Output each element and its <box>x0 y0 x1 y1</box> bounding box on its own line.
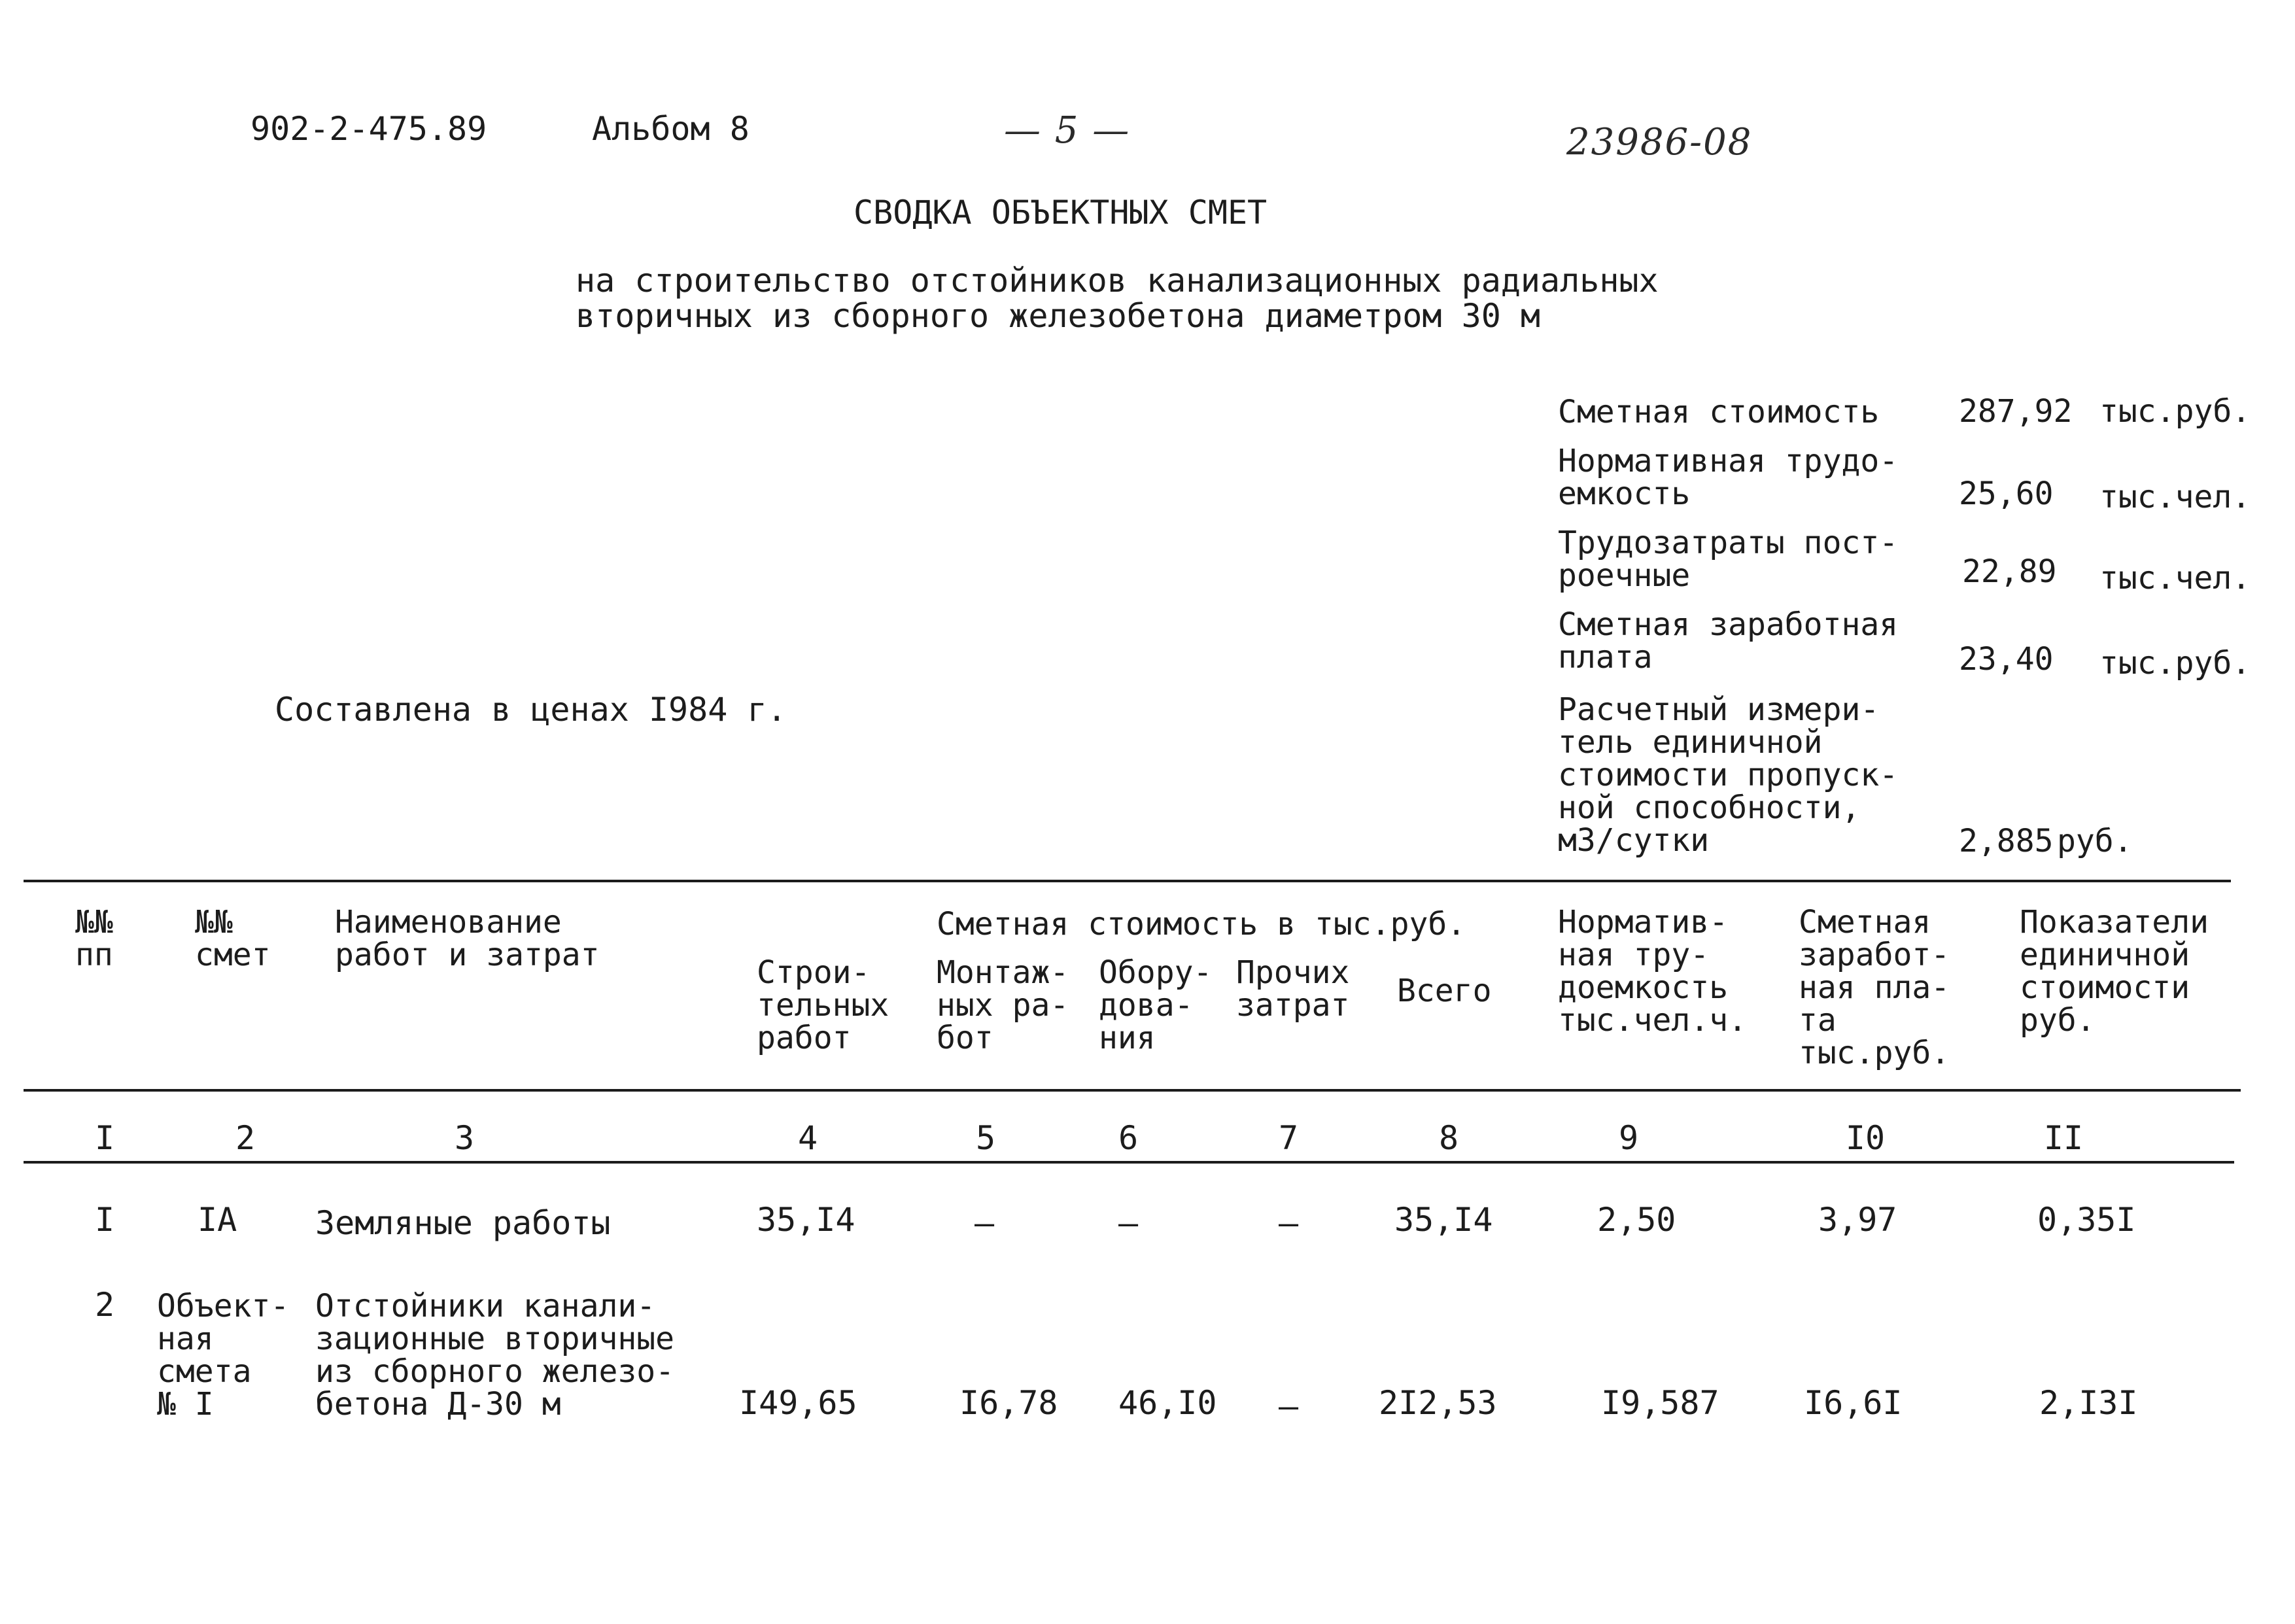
summary-value-cost: 287,92 <box>1959 393 2073 430</box>
summary-value-construction-labor: 22,89 <box>1962 553 2057 590</box>
header-col-row-number: №№ пп <box>75 904 113 973</box>
cost-construction: 35,I4 <box>757 1201 855 1239</box>
labor-intensity: 2,50 <box>1597 1201 1676 1239</box>
header-col-estimate-number: №№ смет <box>195 904 271 973</box>
prices-year-note: Составлена в ценах I984 г. <box>275 691 787 729</box>
summary-label-unit-meter: Расчетный измери- тель единичной стоимости пропуск- ной способности, м3/сутки <box>1558 691 1899 859</box>
summary-value-wages: 23,40 <box>1959 641 2054 678</box>
summary-label-labor: Нормативная трудо- емкость <box>1558 443 1899 512</box>
column-number: 8 <box>1438 1119 1459 1157</box>
column-number: 9 <box>1618 1119 1639 1157</box>
subtitle-line-1: на строительство отстойников канализационных радиальных <box>576 262 1659 300</box>
document-title: СВОДКА ОБЪЕКТНЫХ СМЕТ <box>854 194 1268 232</box>
cost-total: 35,I4 <box>1394 1201 1493 1239</box>
wages: 3,97 <box>1818 1201 1897 1239</box>
row-number: I <box>94 1201 115 1239</box>
album-label: Альбом 8 <box>592 110 750 148</box>
header-group-cost: Сметная стоимость в тыс.руб. <box>937 906 1466 942</box>
header-col-equipment: Обору- дова- ния <box>1099 954 1213 1056</box>
wages: I6,6I <box>1804 1384 1903 1422</box>
estimate-number: IA <box>198 1201 237 1239</box>
column-number: 5 <box>975 1119 996 1157</box>
document-code: 902-2-475.89 <box>250 110 487 148</box>
summary-label-wages: Сметная заработная плата <box>1558 606 1899 676</box>
column-number: II <box>2043 1119 2084 1157</box>
column-number: 6 <box>1118 1119 1139 1157</box>
summary-label-construction-labor: Трудозатраты пост- роечные <box>1558 525 1899 594</box>
summary-unit-wages: тыс.руб. <box>2099 645 2251 682</box>
cost-installation: – <box>975 1204 995 1242</box>
cost-other: – <box>1279 1204 1299 1242</box>
subtitle-line-2: вторичных из сборного железобетона диаметром 30 м <box>576 297 1541 335</box>
handwritten-registration-number: 23986-08 <box>1566 121 1753 164</box>
work-name: Земляные работы <box>315 1204 611 1242</box>
summary-unit-cost: тыс.руб. <box>2099 393 2251 430</box>
header-col-work-name: Наименование работ и затрат <box>335 904 600 973</box>
labor-intensity: I9,587 <box>1601 1384 1719 1422</box>
header-col-wages: Сметная заработ- ная пла- та тыс.руб. <box>1799 904 1950 1071</box>
column-number: 7 <box>1278 1119 1299 1157</box>
cost-other: – <box>1279 1387 1299 1425</box>
header-col-installation: Монтаж- ных ра- бот <box>937 954 1069 1056</box>
page-number: — 5 — <box>1004 109 1131 152</box>
header-col-other: Прочих затрат <box>1236 954 1350 1024</box>
summary-value-unit-meter: 2,885 <box>1959 823 2054 859</box>
cost-total: 2I2,53 <box>1379 1384 1497 1422</box>
column-numbers-rule <box>24 1161 2234 1164</box>
header-col-total: Всего <box>1397 973 1492 1009</box>
summary-value-labor: 25,60 <box>1959 475 2054 512</box>
estimate-number: Объект- ная смета № I <box>157 1288 290 1423</box>
header-col-construction: Строи- тельных работ <box>757 954 889 1056</box>
cost-installation: I6,78 <box>959 1384 1058 1422</box>
column-number: I0 <box>1845 1119 1886 1157</box>
summary-label-cost: Сметная стоимость <box>1558 394 1880 430</box>
summary-unit-unit-meter: руб. <box>2057 823 2133 859</box>
summary-unit-construction-labor: тыс.чел. <box>2099 560 2251 596</box>
row-number: 2 <box>94 1286 115 1324</box>
table-top-rule <box>24 880 2231 882</box>
column-number: 4 <box>797 1119 818 1157</box>
header-bottom-rule <box>24 1089 2241 1092</box>
unit-cost: 2,I3I <box>2039 1384 2138 1422</box>
work-name: Отстойники канали- зационные вторичные из сборного железо- бетона Д-30 м <box>315 1288 675 1423</box>
column-number: I <box>94 1119 115 1157</box>
column-number: 2 <box>235 1119 256 1157</box>
column-number: 3 <box>454 1119 475 1157</box>
header-col-labor: Норматив- ная тру- доемкость тыс.чел.ч. <box>1558 904 1747 1039</box>
summary-unit-labor: тыс.чел. <box>2099 479 2251 515</box>
unit-cost: 0,35I <box>2037 1201 2136 1239</box>
header-col-unit-cost: Показатели единичной стоимости руб. <box>2020 904 2209 1039</box>
cost-equipment: – <box>1118 1204 1139 1242</box>
cost-construction: I49,65 <box>739 1384 857 1422</box>
cost-equipment: 46,I0 <box>1118 1384 1217 1422</box>
